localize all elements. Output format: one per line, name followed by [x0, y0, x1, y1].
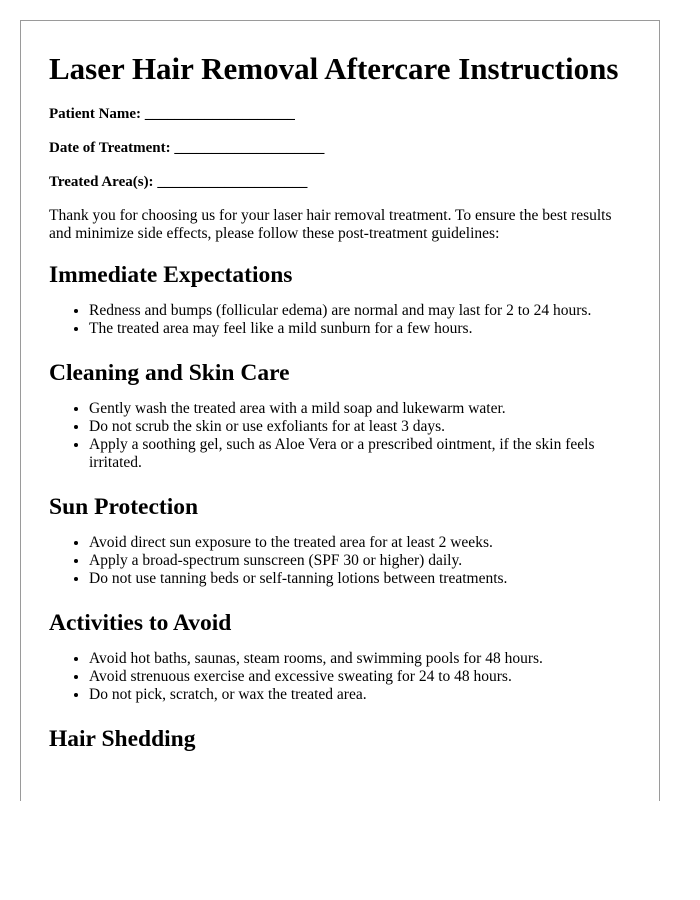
treated-areas-field: [49, 173, 631, 191]
field-label: Treated Area(s):: [49, 174, 154, 190]
list-item: • Avoid hot baths, saunas, steam rooms, and swimming pools for 48 hours.: [89, 650, 631, 668]
document-content: [21, 21, 659, 753]
list-item: • Redness and bumps (follicular edema) are normal and may last for 2 to 24 hours.: [89, 302, 631, 320]
list-item: • Do not scrub the skin or use exfoliants for at least 3 days.: [89, 418, 631, 436]
section-heading-hair-shedding: Hair Shedding: [49, 726, 196, 752]
section-heading-cleaning-skin-care: Cleaning and Skin Care: [49, 360, 290, 386]
list-item: • Gently wash the treated area with a mild soap and lukewarm water.: [89, 400, 631, 418]
date-of-treatment-field: [49, 139, 631, 157]
list-item: • The treated area may feel like a mild sunburn for a few hours.: [89, 320, 631, 338]
cleaning-skin-care-list: [49, 400, 631, 472]
intro-paragraph: Thank you for choosing us for your laser hair removal treatment. To ensure the best results and minimize side effects, please follow these post-treatment guidelines:: [49, 207, 612, 242]
immediate-expectations-list: [49, 302, 631, 338]
list-item: • Do not pick, scratch, or wax the treated area.: [89, 686, 631, 704]
section-heading-activities-to-avoid: Activities to Avoid: [49, 610, 232, 636]
list-item: • Do not use tanning beds or self-tanning lotions between treatments.: [89, 570, 631, 588]
document-page: [20, 20, 660, 801]
document-title: Laser Hair Removal Aftercare Instructions: [49, 51, 619, 86]
sun-protection-list: [49, 534, 631, 588]
field-blank-line: ____________________: [144, 106, 295, 122]
section-heading-immediate-expectations: Immediate Expectations: [49, 262, 293, 288]
section-heading-sun-protection: Sun Protection: [49, 494, 199, 520]
field-label: Date of Treatment:: [49, 140, 171, 156]
list-item: • Avoid direct sun exposure to the treated area for at least 2 weeks.: [89, 534, 631, 552]
field-label: Patient Name:: [49, 106, 142, 122]
patient-name-field: [49, 105, 631, 123]
field-blank-line: ____________________: [174, 140, 325, 156]
list-item: • Apply a soothing gel, such as Aloe Vera or a prescribed ointment, if the skin feels irritated.: [89, 436, 631, 472]
field-blank-line: ____________________: [157, 174, 308, 190]
list-item: • Avoid strenuous exercise and excessive sweating for 24 to 48 hours.: [89, 668, 631, 686]
list-item: • Apply a broad-spectrum sunscreen (SPF 30 or higher) daily.: [89, 552, 631, 570]
activities-to-avoid-list: [49, 650, 631, 704]
